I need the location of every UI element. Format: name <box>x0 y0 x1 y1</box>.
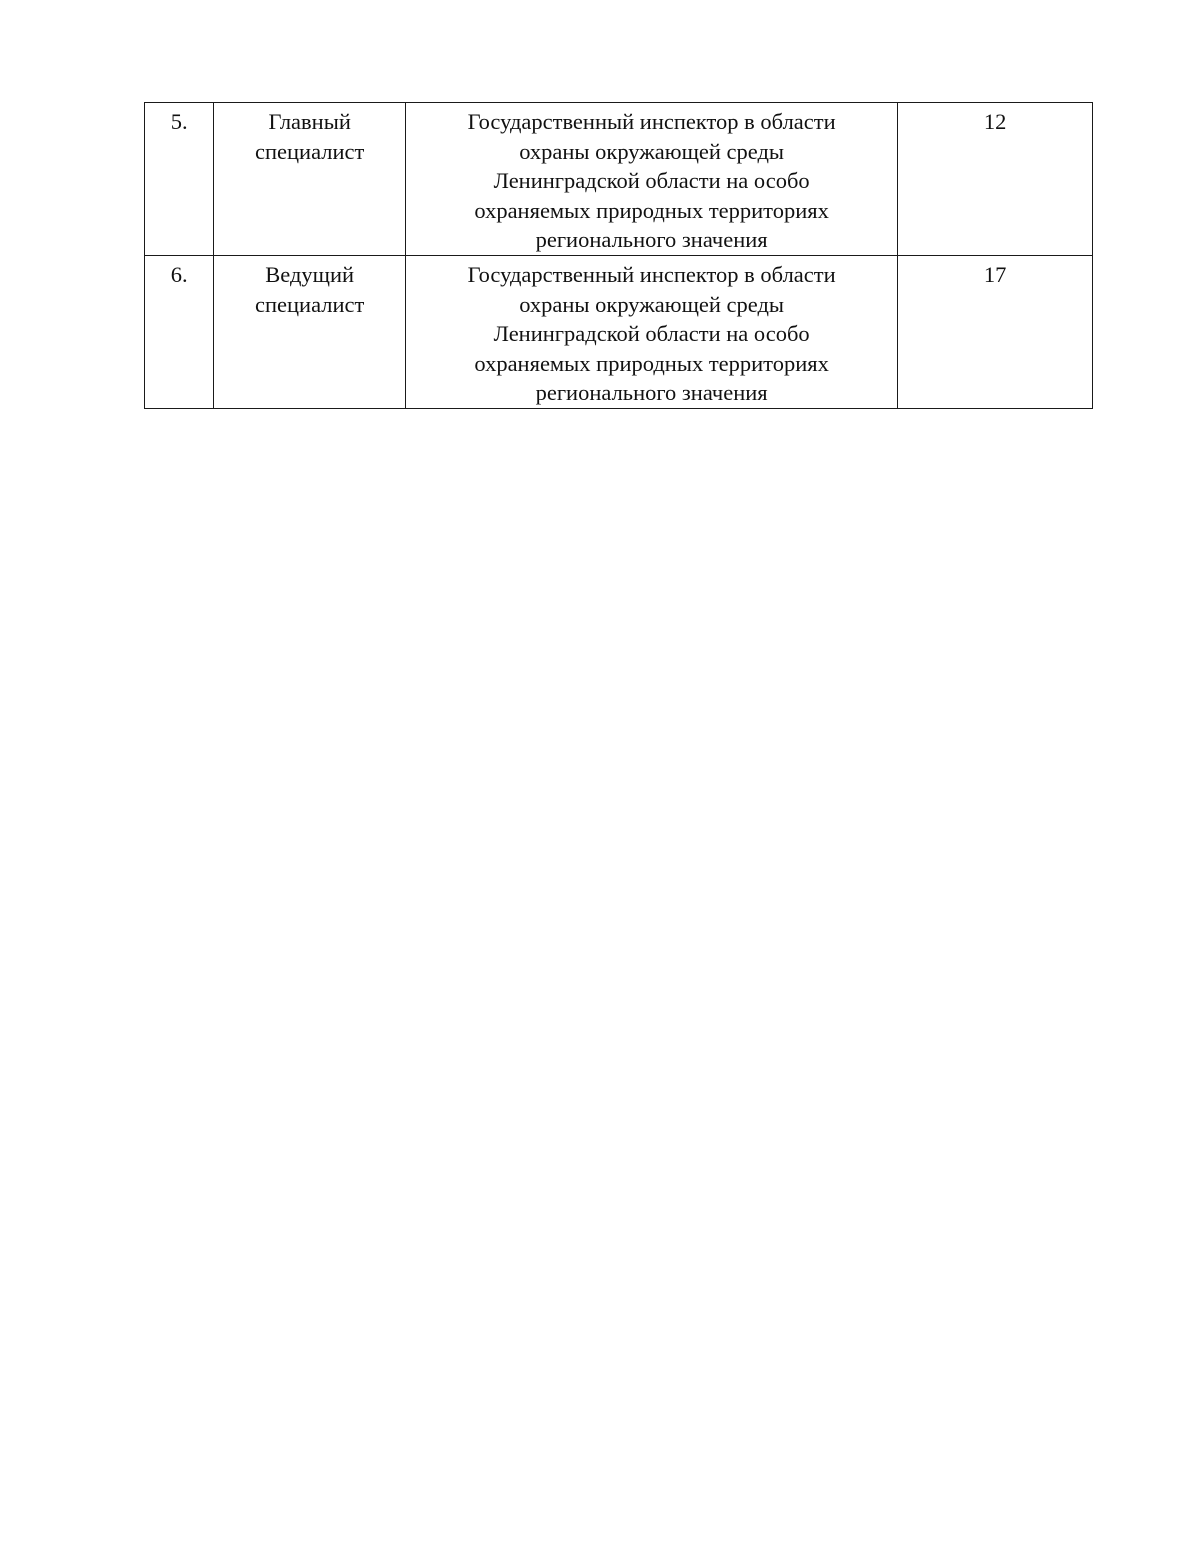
table-row <box>145 103 1093 256</box>
count-cell: 17 <box>898 255 1093 408</box>
job-title-cell: Государственный инспектор в области охраны окружающей среды Ленинградской области на особо охраняемых природных территориях регионального значения <box>405 103 897 256</box>
table-row <box>145 255 1093 408</box>
position-cell: Главный специалист <box>214 103 405 256</box>
count-cell: 12 <box>898 103 1093 256</box>
row-number-cell: 5. <box>145 103 214 256</box>
row-number-cell: 6. <box>145 255 214 408</box>
position-cell: Ведущий специалист <box>214 255 405 408</box>
job-title-cell: Государственный инспектор в области охраны окружающей среды Ленинградской области на особо охраняемых природных территориях регионального значения <box>405 255 897 408</box>
positions-table <box>144 102 1093 409</box>
